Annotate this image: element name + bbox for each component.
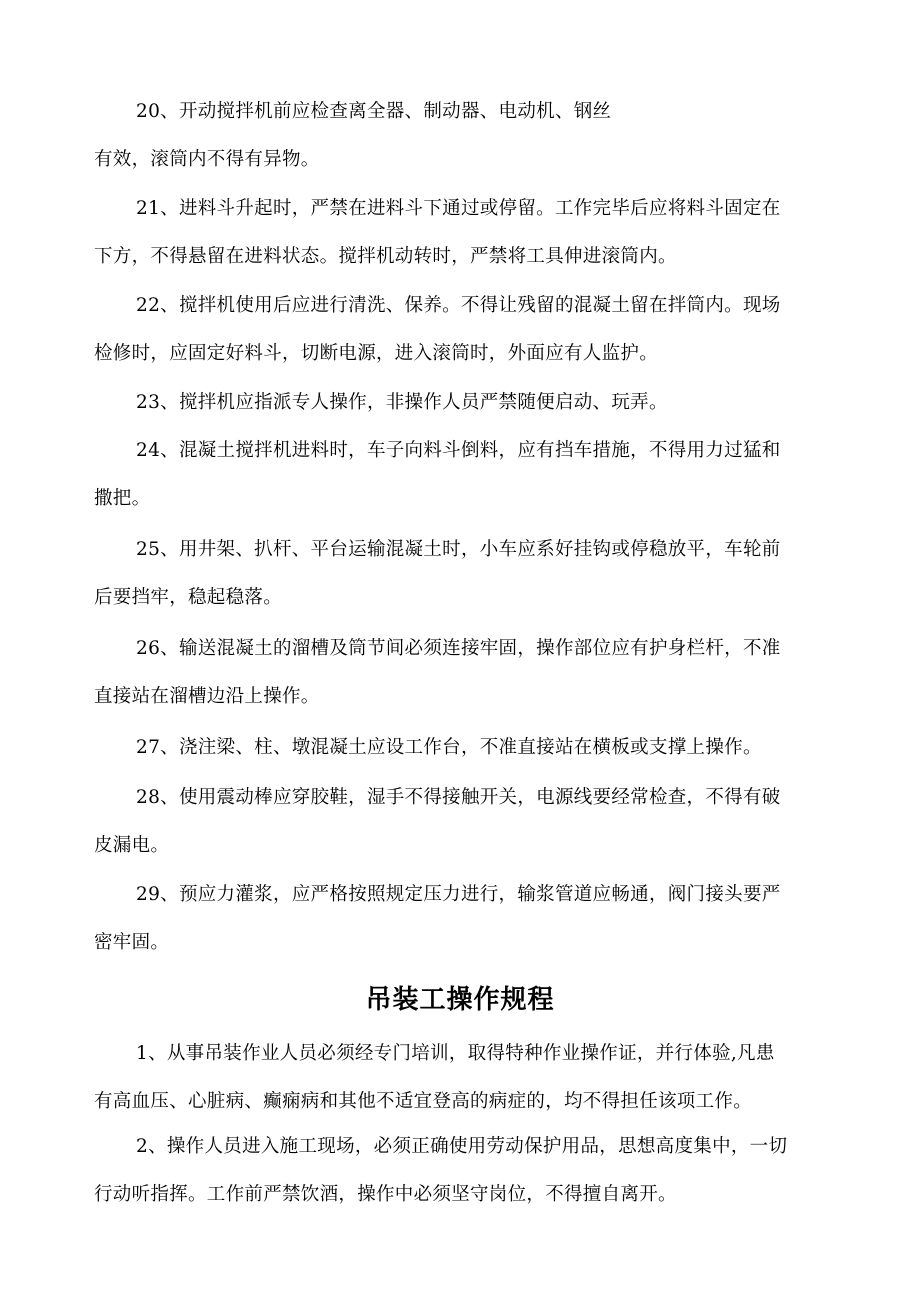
rule-1-line-1: 1、从事吊装作业人员必须经专门培训，取得特种作业操作证，并行体验,凡患	[136, 1043, 775, 1064]
rule-22	[94, 282, 830, 378]
rule-28-line-2: 皮漏电。	[94, 835, 170, 856]
rule-22-line-1: 22、搅拌机使用后应进行清洗、保养。不得让残留的混凝土留在拌筒内。现场	[136, 295, 781, 316]
rule-21-line-2: 下方，不得悬留在进料状态。搅拌机动转时，严禁将工具伸进滚筒内。	[94, 246, 677, 267]
rule-29	[94, 871, 830, 967]
rule-22-line-2: 检修时，应固定好料斗，切断电源，进入滚筒时，外面应有人监护。	[94, 343, 659, 364]
rule-24-line-1: 24、混凝土搅拌机进料时，车子向料斗倒料，应有挡车措施，不得用力过猛和	[136, 440, 781, 461]
rule-28	[94, 774, 830, 870]
rule-23	[94, 379, 830, 427]
rule-26-line-1: 26、输送混凝土的溜槽及筒节间必须连接牢固，操作部位应有护身栏杆，不准	[136, 638, 781, 659]
rule-2-line-1: 2、操作人员进入施工现场，必须正确使用劳动保护用品，思想高度集中，一切	[136, 1136, 788, 1157]
rule-25	[94, 526, 830, 622]
rule-25-line-1: 25、用井架、扒杆、平台运输混凝土时，小车应系好挂钩或停稳放平，车轮前	[136, 539, 781, 560]
rule-20	[94, 88, 830, 184]
rule-20-line-1: 20、开动搅拌机前应检查离全器、制动器、电动机、钢丝	[136, 101, 612, 122]
rule-29-line-2: 密牢固。	[94, 932, 170, 953]
rule-28-line-1: 28、使用震动棒应穿胶鞋，湿手不得接触开关，电源线要经常检查，不得有破	[136, 787, 781, 808]
rule-1-line-2: 有高血压、心脏病、癫痫病和其他不适宜登高的病症的，均不得担任该项工作。	[94, 1091, 753, 1112]
rule-23-line-1: 23、搅拌机应指派专人操作，非操作人员严禁随便启动、玩弄。	[136, 392, 668, 413]
rule-20-line-2: 有效，滚筒内不得有异物。	[94, 149, 320, 170]
rule-29-line-1: 29、预应力灌浆，应严格按照规定压力进行，输浆管道应畅通，阀门接头要严	[136, 884, 781, 905]
rule-1	[94, 1030, 830, 1126]
rule-24-line-2: 撒把。	[94, 488, 151, 509]
section-title: 吊装工操作规程	[365, 985, 555, 1015]
rule-2-line-2: 行动听指挥。工作前严禁饮酒，操作中必须坚守岗位，不得擅自离开。	[94, 1184, 677, 1205]
rule-27-line-1: 27、浇注梁、柱、墩混凝土应设工作台，不准直接站在横板或支撑上操作。	[136, 737, 762, 758]
rule-24	[94, 427, 830, 523]
rule-26	[94, 625, 830, 721]
rule-26-line-2: 直接站在溜槽边沿上操作。	[94, 686, 320, 707]
rule-21-line-1: 21、进料斗升起时，严禁在进料斗下通过或停留。工作完毕后应将料斗固定在	[136, 198, 781, 219]
rule-25-line-2: 后要挡牢，稳起稳落。	[94, 587, 283, 608]
rule-27	[94, 724, 830, 772]
rule-2	[94, 1123, 830, 1219]
rule-21	[94, 185, 830, 281]
